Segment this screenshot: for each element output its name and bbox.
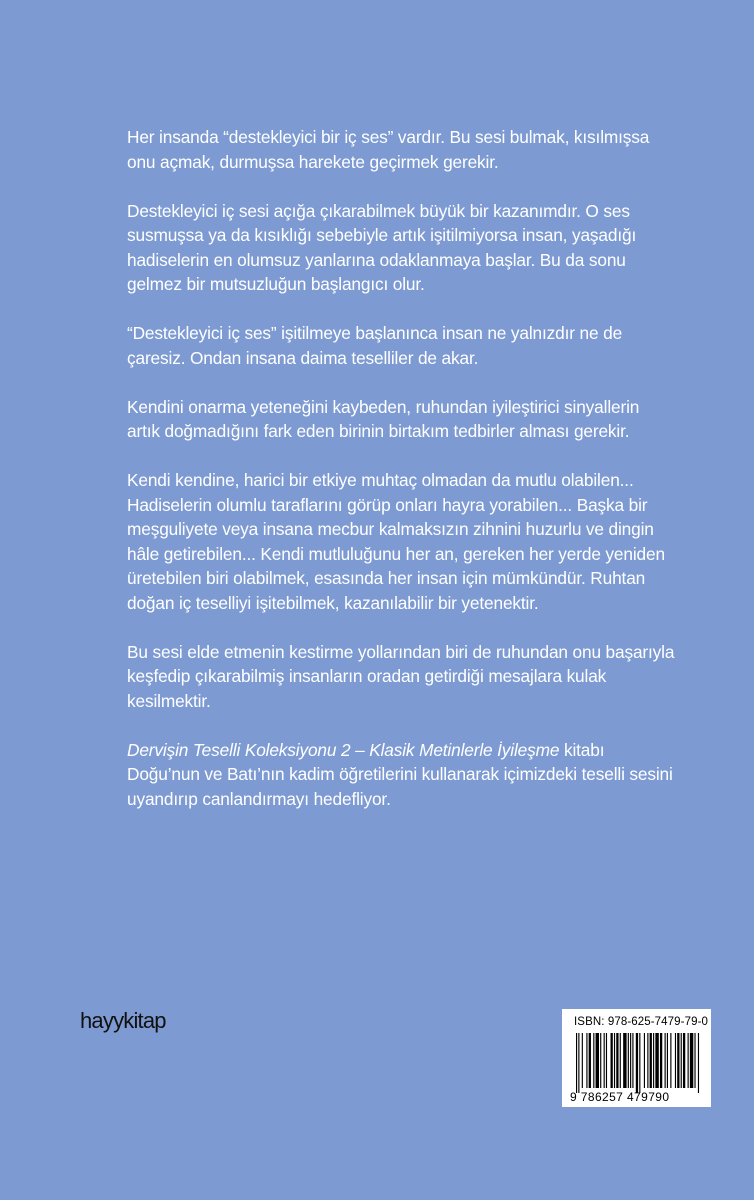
barcode-bar — [647, 1033, 648, 1088]
blurb-paragraph-6: Bu sesi elde etmenin kestirme yollarından biri de ruhundan onu başarıyla keşfedip çıkarabilmiş insanların oradan getirdiği mesajlara kulak kesilmektir. — [127, 641, 675, 711]
barcode-bar — [690, 1033, 693, 1088]
blurb-paragraph-5: Kendi kendine, harici bir etkiye muhtaç olmadan da mutlu olabilen... Hadiselerin olumlu taraflarını görüp onları hayra yorabilen... Başka bir meşguliyete veya insana mecbur kalmaksızın zihnini huzurlu ve dingin hâle getirebilen... Kendi mutluluğunu her an, gereken her yerde yeniden üretebilen biri olabilmek, esasında her insan için mümkündür. Ruhtan doğan iç teselliyi işitebilmek, kazanılabilir bir yetenektir. — [127, 470, 665, 613]
barcode-bar — [578, 1033, 579, 1093]
blurb-paragraph-7 — [127, 738, 675, 812]
barcode-bar — [639, 1033, 640, 1093]
blurb-paragraph-1: Her insanda “destekleyici bir iç ses” vardır. Bu sesi bulmak, kısılmışsa onu açmak, durmuşsa harekete geçirmek gerekir. — [127, 127, 650, 172]
barcode-bar — [688, 1033, 689, 1088]
barcode-bar — [620, 1033, 621, 1088]
book-title: Dervişin Teselli Koleksiyonu 2 – Klasik Metinlerle İyileşme — [127, 739, 560, 760]
barcode-bar — [675, 1033, 676, 1088]
barcode-bar — [677, 1033, 679, 1088]
barcode-bar — [632, 1033, 633, 1088]
barcode-bar — [593, 1033, 594, 1088]
barcode-bar — [670, 1033, 671, 1088]
publisher-logo: hayykitap — [80, 1008, 166, 1033]
barcode-bar — [650, 1033, 652, 1088]
barcode-bar — [604, 1033, 605, 1088]
barcode-bar — [681, 1033, 682, 1088]
blurb-paragraph-2: Destekleyici iç sesi açığa çıkarabilmek büyük bir kazanımdır. O ses susmuşsa ya da kısıklığı sebebiyle artık işitilmiyorsa insan, yaşadığı hadiselerin en olumsuz yanlarına odaklanmaya başlar. Bu da sonu gelmez bir mutsuzluğun başlangıcı olur. — [127, 200, 637, 294]
barcode-bar — [616, 1033, 618, 1088]
barcode-bar — [576, 1033, 577, 1093]
isbn-label: ISBN: 978-625-7479-79-0 — [574, 1016, 708, 1028]
barcode-bar — [660, 1033, 662, 1088]
barcode-bar — [589, 1033, 591, 1088]
barcode-bar — [698, 1033, 699, 1093]
barcode-bar — [665, 1033, 666, 1088]
back-cover-blurb — [127, 125, 675, 836]
blurb-paragraph-4: Kendini onarma yeteneğini kaybeden, ruhundan iyileştirici sinyallerin artık doğmadığını fark eden birinin birtakım tedbirler alması gerekir. — [127, 396, 640, 441]
barcode-bar — [611, 1033, 613, 1088]
barcode-bar — [614, 1033, 615, 1088]
barcode-bar — [653, 1033, 654, 1088]
barcode-bar — [655, 1033, 658, 1088]
barcode-bar — [596, 1033, 599, 1088]
barcode-bar — [600, 1033, 601, 1088]
blurb-paragraph-3: “Destekleyici iç ses” işitilmeye başlanınca insan ne yalnızdır ne de çaresiz. Ondan insana daima teselliler de akar. — [127, 323, 623, 368]
barcode-bar — [644, 1033, 645, 1088]
blurb-paragraph-7-rest: kitabı Doğu’nun ve Batı’nın kadim öğretilerini kullanarak içimizdeki teselli sesini uyandırıp canlandırmayı hedefliyor. — [127, 739, 673, 809]
barcode-bar — [623, 1033, 626, 1088]
barcode-bar — [586, 1033, 587, 1088]
barcode-bar — [630, 1033, 631, 1088]
barcode-bar — [683, 1033, 685, 1088]
isbn-barcode — [562, 1009, 711, 1107]
barcode-bar — [694, 1033, 695, 1088]
barcode-digits: 9 786257 479790 — [570, 1090, 670, 1104]
barcode-bar — [667, 1033, 668, 1088]
barcode-bar — [606, 1033, 607, 1088]
barcode-bar — [582, 1033, 583, 1088]
barcode-bar — [628, 1033, 629, 1088]
barcode-bar — [636, 1033, 638, 1093]
